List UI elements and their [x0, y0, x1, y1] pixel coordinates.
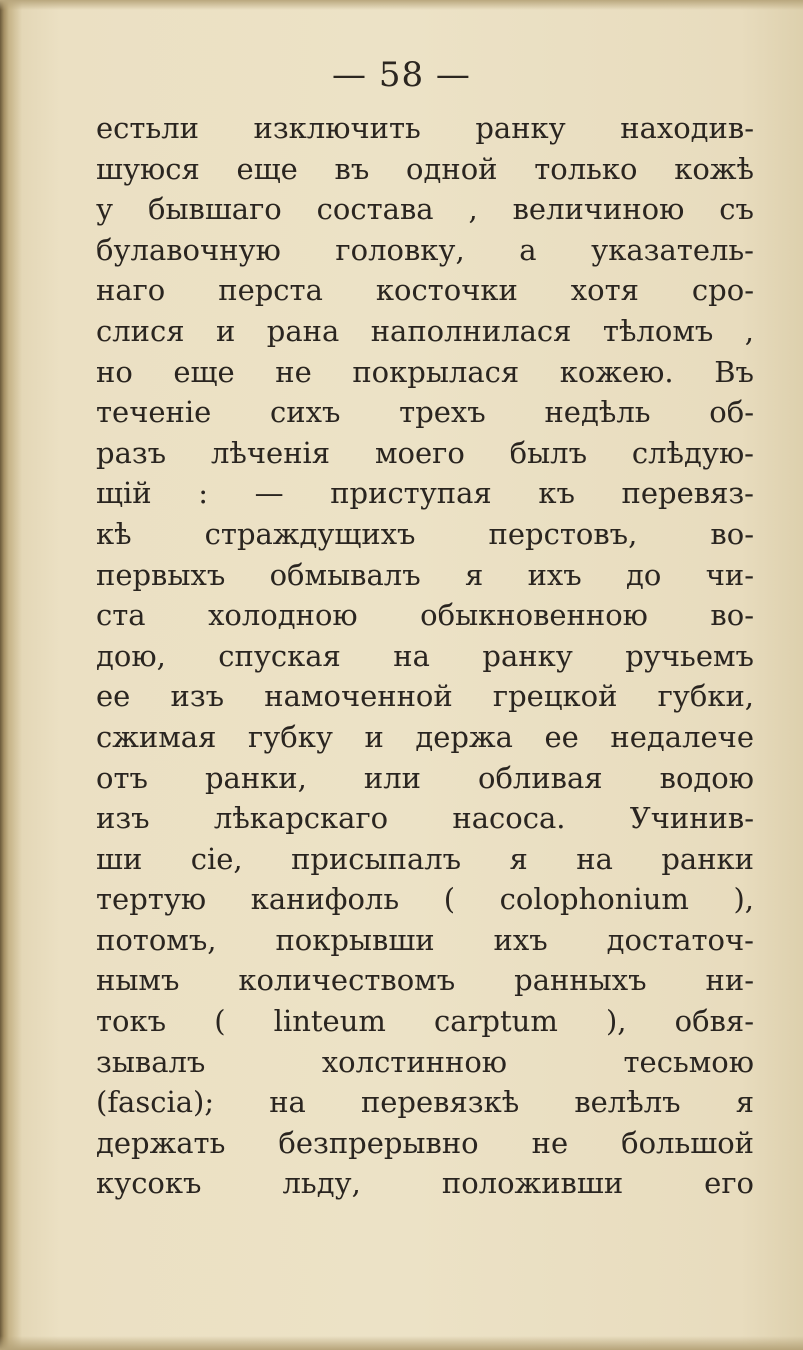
page-bottom-edge: [0, 1336, 803, 1350]
text-line: наго перста косточки хотя сро-: [96, 273, 754, 308]
text-line: (fascia); на перевязкѣ велѣлъ я: [96, 1085, 754, 1120]
text-line: разъ лѣченія моего былъ слѣдую-: [96, 435, 754, 470]
text-line: ста холодною обыкновенною во-: [96, 598, 754, 633]
text-line: слися и рана наполнилася тѣломъ ,: [96, 313, 754, 348]
text-line: но еще не покрылася кожею. Въ: [96, 354, 754, 389]
text-line: ее изъ намоченной грецкой губки,: [96, 679, 754, 714]
text-line: зывалъ холстинною тесьмою: [96, 1044, 754, 1079]
page-number: — 58 —: [332, 55, 471, 95]
body-text: [96, 108, 754, 1204]
text-line: кусокъ льду, положивши его: [96, 1166, 754, 1201]
text-line: изъ лѣкарскаго насоса. Учинив-: [96, 801, 754, 836]
text-line: естьли изключить ранку находив-: [96, 111, 754, 145]
text-line: отъ ранки, или обливая водою: [96, 760, 754, 795]
text-line: теченіе сихъ трехъ недѣль об-: [96, 395, 754, 430]
text-line: сжимая губку и держа ее недалече: [96, 719, 754, 754]
text-line: у бывшаго состава , величиною съ: [96, 192, 754, 227]
text-line: щій : — приступая къ перевяз-: [96, 476, 754, 511]
text-line: ши сіе, присыпалъ я на ранки: [96, 841, 754, 876]
text-line: булавочную головку, а указатель-: [96, 232, 754, 267]
text-line: шуюся еще въ одной только кожѣ: [96, 151, 754, 186]
text-line: нымъ количествомъ ранныхъ ни-: [96, 963, 754, 998]
text-line: кѣ страждущихъ перстовъ, во-: [96, 516, 754, 551]
page-top-edge: [0, 0, 803, 10]
text-line: тертую канифоль ( colophonium ),: [96, 882, 754, 917]
text-line: первыхъ обмывалъ я ихъ до чи-: [96, 557, 754, 592]
text-line: потомъ, покрывши ихъ достаточ-: [96, 922, 754, 957]
text-line: дою, спуская на ранку ручьемъ: [96, 638, 754, 673]
text-line: токъ ( linteum carptum ), обвя-: [96, 1004, 754, 1039]
binding-edge: [0, 0, 22, 1350]
text-line: держать безпрерывно не большой: [96, 1125, 754, 1160]
